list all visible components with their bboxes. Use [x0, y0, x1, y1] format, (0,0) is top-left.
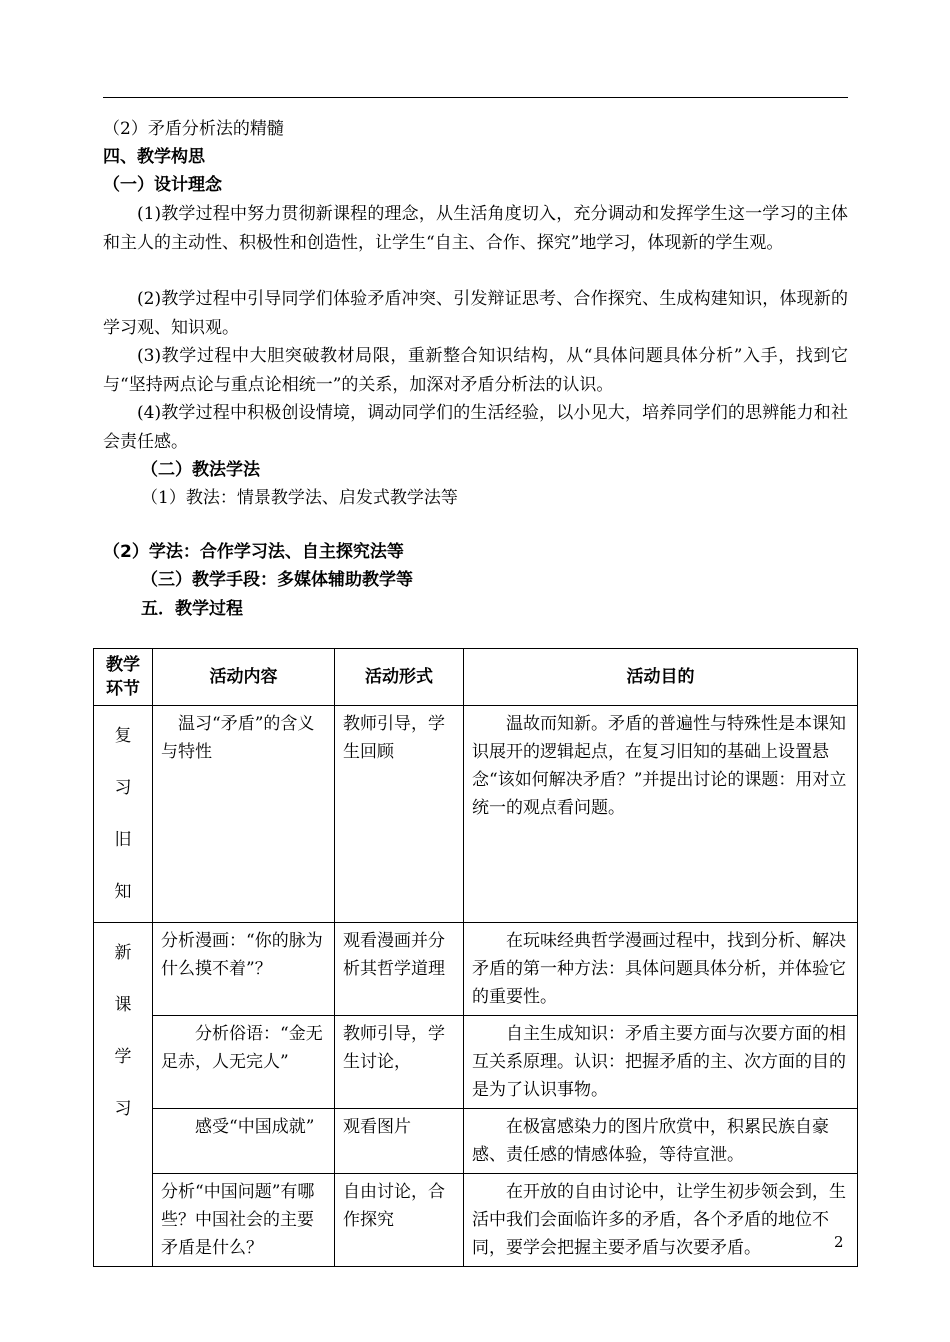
design-paragraph-1: (1)教学过程中努力贯彻新课程的理念，从生活角度切入，充分调动和发挥学生这一学习的主体和主人的主动性、积极性和创造性，让学生“自主、合作、探究”地学习，体现新的学生观。 — [103, 204, 848, 253]
header-form: 活动形式 — [335, 649, 464, 706]
teaching-process-table — [93, 648, 858, 1267]
row-3-form: 教师引导，学生讨论， — [335, 1016, 464, 1109]
design-paragraph-3: (3)教学过程中大胆突破教材局限，重新整合知识结构，从“具体问题具体分析”入手，找到它与“坚持两点论与重点论相统一”的关系，加深对矛盾分析法的认识。 — [103, 346, 848, 395]
stage-char: 习 — [114, 778, 132, 798]
table-row — [94, 1109, 858, 1174]
row-4-form: 观看图片 — [335, 1109, 464, 1174]
row-4-purpose: 在极富感染力的图片欣赏中，积累民族自豪感、责任感的情感体验，等待宣泄。 — [464, 1109, 858, 1174]
stage-char: 复 — [114, 726, 132, 746]
header-content: 活动内容 — [153, 649, 335, 706]
row-1-purpose: 温故而知新。矛盾的普遍性与特殊性是本课知识展开的逻辑起点，在复习旧知的基础上设置悬念“该如何解决矛盾？”并提出讨论的课题：用对立统一的观点看问题。 — [464, 706, 858, 923]
methods-title: （二）教法学法 — [141, 460, 260, 480]
table-row — [94, 923, 858, 1016]
table-row — [94, 706, 858, 923]
teaching-means: （三）教学手段：多媒体辅助教学等 — [141, 570, 413, 590]
stage-char: 课 — [114, 995, 132, 1015]
row-5-purpose — [464, 1174, 858, 1267]
header-rule — [103, 97, 848, 98]
row-2-content: 分析漫画：“你的脉为什么摸不着”？ — [153, 923, 335, 1016]
row-5-content-text: 分析“中国问题”有哪些？中国社会的主要矛盾是什么？ — [161, 1182, 315, 1258]
stage-char: 知 — [114, 882, 132, 902]
section-5-title: 五．教学过程 — [141, 599, 243, 619]
row-2-purpose: 在玩味经典哲学漫画过程中，找到分析、解决矛盾的第一种方法：具体问题具体分析，并体验它的重要性。 — [464, 923, 858, 1016]
row-4-content: 感受“中国成就” — [153, 1109, 335, 1174]
table-header-row — [94, 649, 858, 706]
stage-char: 习 — [114, 1099, 132, 1119]
row-3-purpose: 自主生成知识：矛盾主要方面与次要方面的相互关系原理。认识：把握矛盾的主、次方面的目的是为了认识事物。 — [464, 1016, 858, 1109]
row-5-form-text: 自由讨论，合作探究 — [343, 1182, 445, 1230]
stage-char: 新 — [114, 943, 132, 963]
item-2-line: （2）矛盾分析法的精髓 — [103, 119, 284, 139]
stage-char: 旧 — [114, 830, 132, 850]
design-concept-title: （一）设计理念 — [103, 175, 222, 195]
row-5-purpose-text: 在开放的自由讨论中，让学生初步领会到，生活中我们会面临许多的矛盾，各个矛盾的地位不同，要学会把握主要矛盾与次要矛盾。 — [472, 1182, 846, 1258]
table-row — [94, 1174, 858, 1267]
row-5-form — [335, 1174, 464, 1267]
row-1-content: 温习“矛盾”的含义与特性 — [153, 706, 335, 923]
row-5-content — [153, 1174, 335, 1267]
stage-review — [94, 706, 153, 923]
table-row — [94, 1016, 858, 1109]
row-1-form: 教师引导，学生回顾 — [335, 706, 464, 923]
teaching-method: （1）教法：情景教学法、启发式教学法等 — [141, 488, 458, 508]
header-purpose: 活动目的 — [464, 649, 858, 706]
section-4-title: 四、教学构思 — [103, 147, 205, 167]
row-2-form: 观看漫画并分析其哲学道理 — [335, 923, 464, 1016]
learning-method: （2）学法：合作学习法、自主探究法等 — [103, 542, 404, 562]
row-3-content: 分析俗语：“金无足赤，人无完人” — [153, 1016, 335, 1109]
header-stage: 教学环节 — [94, 649, 153, 706]
stage-char: 学 — [114, 1047, 132, 1067]
page-number: 2 — [834, 1233, 844, 1251]
design-paragraph-4: (4)教学过程中积极创设情境，调动同学们的生活经验，以小见大，培养同学们的思辨能力和社会责任感。 — [103, 403, 848, 452]
design-paragraph-2: (2)教学过程中引导同学们体验矛盾冲突、引发辩证思考、合作探究、生成构建知识，体现新的学习观、知识观。 — [103, 289, 848, 338]
stage-new — [94, 923, 153, 1267]
